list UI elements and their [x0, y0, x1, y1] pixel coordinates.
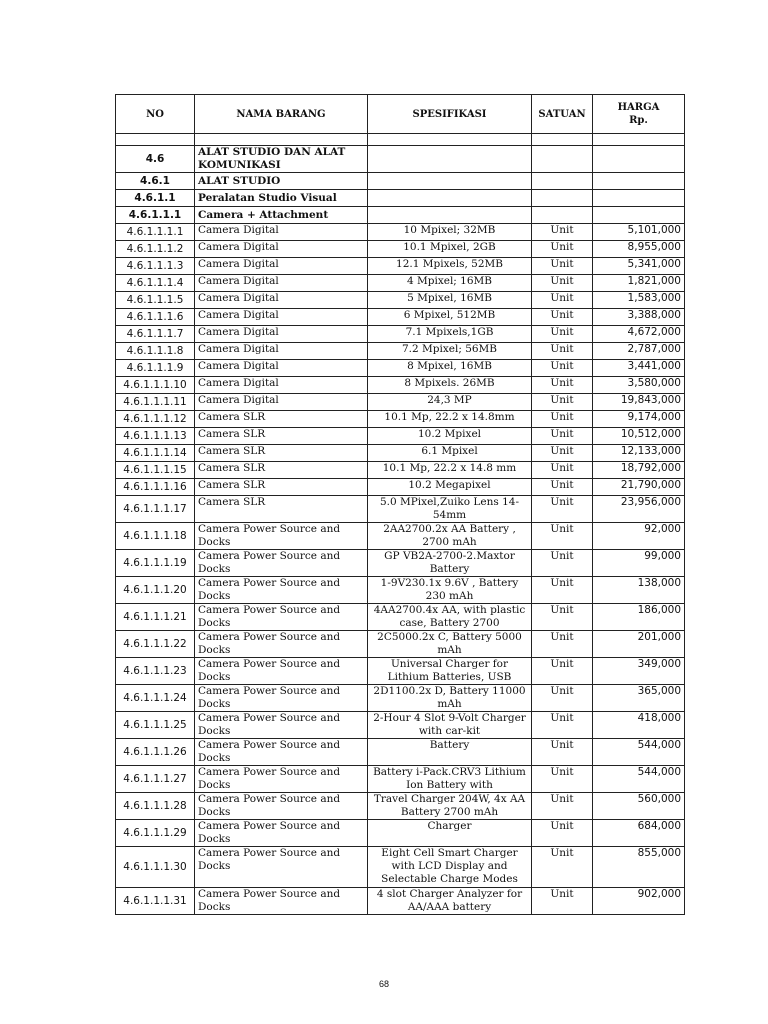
item-price: 23,956,000: [593, 496, 685, 523]
table-row: [116, 631, 685, 658]
item-spec: 2C5000.2x C, Battery 5000 mAh: [368, 631, 532, 658]
item-name: Camera SLR: [195, 479, 368, 496]
section-title: ALAT STUDIO DAN ALAT KOMUNIKASI: [195, 146, 368, 173]
item-spec: 10.1 Mp, 22.2 x 14.8mm: [368, 411, 532, 428]
item-unit: Unit: [532, 224, 593, 241]
header-satuan: SATUAN: [532, 95, 593, 134]
section-empty-unit: [532, 146, 593, 173]
item-price: 99,000: [593, 550, 685, 577]
item-price: 365,000: [593, 685, 685, 712]
item-unit: Unit: [532, 847, 593, 888]
table-row: [116, 377, 685, 394]
item-price: 684,000: [593, 820, 685, 847]
item-spec: 2AA2700.2x AA Battery , 2700 mAh: [368, 523, 532, 550]
item-price: 21,790,000: [593, 479, 685, 496]
item-number: 4.6.1.1.1.11: [116, 394, 195, 411]
item-spec: 5 Mpixel, 16MB: [368, 292, 532, 309]
section-empty-spec: [368, 173, 532, 190]
table-row: [116, 411, 685, 428]
item-spec: 10.1 Mpixel, 2GB: [368, 241, 532, 258]
item-price: 8,955,000: [593, 241, 685, 258]
item-spec: Travel Charger 204W, 4x AA Battery 2700 mAh: [368, 793, 532, 820]
item-price: 19,843,000: [593, 394, 685, 411]
table-row: [116, 360, 685, 377]
item-name: Camera SLR: [195, 496, 368, 523]
item-spec: GP VB2A-2700-2.Maxtor Battery: [368, 550, 532, 577]
item-price: 2,787,000: [593, 343, 685, 360]
section-title: ALAT STUDIO: [195, 173, 368, 190]
table-row: [116, 685, 685, 712]
item-price: 10,512,000: [593, 428, 685, 445]
header-harga-label: HARGA: [617, 102, 660, 113]
item-unit: Unit: [532, 360, 593, 377]
page-number: 68: [378, 979, 389, 989]
section-empty-price: [593, 146, 685, 173]
table-row: [116, 275, 685, 292]
item-unit: Unit: [532, 377, 593, 394]
table-row: [116, 258, 685, 275]
item-price: 3,441,000: [593, 360, 685, 377]
item-name: Camera Digital: [195, 258, 368, 275]
item-price: 9,174,000: [593, 411, 685, 428]
item-price: 18,792,000: [593, 462, 685, 479]
item-name: Camera Power Source and Docks: [195, 631, 368, 658]
item-unit: Unit: [532, 523, 593, 550]
table-row: [116, 479, 685, 496]
item-price: 5,101,000: [593, 224, 685, 241]
item-spec: Battery: [368, 739, 532, 766]
table-row: [116, 445, 685, 462]
item-unit: Unit: [532, 394, 593, 411]
item-number: 4.6.1.1.1.2: [116, 241, 195, 258]
table-row: [116, 428, 685, 445]
item-number: 4.6.1.1.1.3: [116, 258, 195, 275]
item-name: Camera Digital: [195, 326, 368, 343]
item-number: 4.6.1.1.1.4: [116, 275, 195, 292]
item-number: 4.6.1.1.1.18: [116, 523, 195, 550]
item-spec: 10.2 Megapixel: [368, 479, 532, 496]
item-price: 418,000: [593, 712, 685, 739]
table-row: [116, 309, 685, 326]
item-unit: Unit: [532, 604, 593, 631]
item-number: 4.6.1.1.1.20: [116, 577, 195, 604]
item-number: 4.6.1.1.1.29: [116, 820, 195, 847]
item-unit: Unit: [532, 577, 593, 604]
item-spec: 2D1100.2x D, Battery 11000 mAh: [368, 685, 532, 712]
item-name: Camera Power Source and Docks: [195, 577, 368, 604]
section-number: 4.6.1: [116, 173, 195, 190]
item-spec: 10.1 Mp, 22.2 x 14.8 mm: [368, 462, 532, 479]
item-name: Camera Digital: [195, 309, 368, 326]
item-name: Camera Digital: [195, 224, 368, 241]
item-number: 4.6.1.1.1.25: [116, 712, 195, 739]
item-number: 4.6.1.1.1.12: [116, 411, 195, 428]
item-number: 4.6.1.1.1.21: [116, 604, 195, 631]
item-unit: Unit: [532, 685, 593, 712]
item-name: Camera Power Source and Docks: [195, 847, 368, 888]
table-row: [116, 793, 685, 820]
item-price: 3,388,000: [593, 309, 685, 326]
item-number: 4.6.1.1.1.13: [116, 428, 195, 445]
item-name: Camera Digital: [195, 292, 368, 309]
item-name: Camera Power Source and Docks: [195, 550, 368, 577]
table-row: [116, 739, 685, 766]
item-spec: 12.1 Mpixels, 52MB: [368, 258, 532, 275]
table-row: [116, 292, 685, 309]
item-unit: Unit: [532, 820, 593, 847]
section-row: [116, 207, 685, 224]
item-name: Camera Digital: [195, 394, 368, 411]
item-unit: Unit: [532, 241, 593, 258]
item-price: 92,000: [593, 523, 685, 550]
item-unit: Unit: [532, 793, 593, 820]
item-number: 4.6.1.1.1.22: [116, 631, 195, 658]
header-harga: [593, 95, 685, 134]
item-name: Camera Power Source and Docks: [195, 766, 368, 793]
table-row: [116, 888, 685, 915]
item-price: 5,341,000: [593, 258, 685, 275]
item-spec: 10 Mpixel; 32MB: [368, 224, 532, 241]
section-row: [116, 173, 685, 190]
item-price: 186,000: [593, 604, 685, 631]
item-number: 4.6.1.1.1.1: [116, 224, 195, 241]
item-name: Camera SLR: [195, 428, 368, 445]
item-spec: 4AA2700.4x AA, with plastic case, Battery 2700: [368, 604, 532, 631]
table-row: [116, 766, 685, 793]
table-body: [116, 134, 685, 915]
item-name: Camera Digital: [195, 377, 368, 394]
section-row: [116, 190, 685, 207]
table-header-row: [116, 95, 685, 134]
item-number: 4.6.1.1.1.10: [116, 377, 195, 394]
item-spec: 7.1 Mpixels,1GB: [368, 326, 532, 343]
item-number: 4.6.1.1.1.28: [116, 793, 195, 820]
section-empty-unit: [532, 207, 593, 224]
table-row: [116, 820, 685, 847]
section-empty-unit: [532, 190, 593, 207]
item-spec: 8 Mpixels. 26MB: [368, 377, 532, 394]
table-row: [116, 550, 685, 577]
item-price: 855,000: [593, 847, 685, 888]
section-row: [116, 146, 685, 173]
item-name: Camera Power Source and Docks: [195, 793, 368, 820]
section-empty-spec: [368, 207, 532, 224]
item-name: Camera Digital: [195, 241, 368, 258]
price-list-table: [115, 94, 685, 915]
item-spec: Eight Cell Smart Charger with LCD Display and Selectable Charge Modes: [368, 847, 532, 888]
item-number: 4.6.1.1.1.24: [116, 685, 195, 712]
item-name: Camera Power Source and Docks: [195, 888, 368, 915]
item-name: Camera Digital: [195, 343, 368, 360]
item-name: Camera Power Source and Docks: [195, 685, 368, 712]
item-price: 1,583,000: [593, 292, 685, 309]
table-row: [116, 577, 685, 604]
item-spec: 24,3 MP: [368, 394, 532, 411]
header-harga-unit: Rp.: [629, 115, 648, 126]
item-number: 4.6.1.1.1.15: [116, 462, 195, 479]
item-unit: Unit: [532, 343, 593, 360]
section-empty-spec: [368, 190, 532, 207]
item-spec: 4 Mpixel; 16MB: [368, 275, 532, 292]
item-price: 544,000: [593, 739, 685, 766]
item-unit: Unit: [532, 326, 593, 343]
item-spec: 5.0 MPixel,Zuiko Lens 14-54mm: [368, 496, 532, 523]
item-price: 4,672,000: [593, 326, 685, 343]
item-unit: Unit: [532, 888, 593, 915]
item-spec: Battery i-Pack.CRV3 Lithium Ion Battery with: [368, 766, 532, 793]
item-price: 1,821,000: [593, 275, 685, 292]
item-price: 138,000: [593, 577, 685, 604]
item-unit: Unit: [532, 631, 593, 658]
section-number: 4.6: [116, 146, 195, 173]
item-number: 4.6.1.1.1.7: [116, 326, 195, 343]
item-spec: 8 Mpixel, 16MB: [368, 360, 532, 377]
item-number: 4.6.1.1.1.16: [116, 479, 195, 496]
item-name: Camera Power Source and Docks: [195, 712, 368, 739]
item-number: 4.6.1.1.1.31: [116, 888, 195, 915]
header-no: NO: [116, 95, 195, 134]
section-title: Peralatan Studio Visual: [195, 190, 368, 207]
item-number: 4.6.1.1.1.30: [116, 847, 195, 888]
item-unit: Unit: [532, 275, 593, 292]
item-price: 12,133,000: [593, 445, 685, 462]
item-spec: 4 slot Charger Analyzer for AA/AAA battery: [368, 888, 532, 915]
item-name: Camera SLR: [195, 411, 368, 428]
item-unit: Unit: [532, 292, 593, 309]
item-unit: Unit: [532, 766, 593, 793]
blank-row: [116, 134, 685, 146]
item-name: Camera Power Source and Docks: [195, 820, 368, 847]
item-spec: 6.1 Mpixel: [368, 445, 532, 462]
item-unit: Unit: [532, 739, 593, 766]
table-row: [116, 224, 685, 241]
item-price: 349,000: [593, 658, 685, 685]
item-unit: Unit: [532, 479, 593, 496]
item-unit: Unit: [532, 550, 593, 577]
table-row: [116, 326, 685, 343]
table-row: [116, 523, 685, 550]
item-number: 4.6.1.1.1.26: [116, 739, 195, 766]
item-price: 3,580,000: [593, 377, 685, 394]
item-number: 4.6.1.1.1.8: [116, 343, 195, 360]
section-number: 4.6.1.1.1: [116, 207, 195, 224]
section-title: Camera + Attachment: [195, 207, 368, 224]
section-number: 4.6.1.1: [116, 190, 195, 207]
table-row: [116, 241, 685, 258]
item-spec: Charger: [368, 820, 532, 847]
table-row: [116, 712, 685, 739]
section-empty-price: [593, 190, 685, 207]
header-spesifikasi: SPESIFIKASI: [368, 95, 532, 134]
item-name: Camera Power Source and Docks: [195, 523, 368, 550]
item-unit: Unit: [532, 496, 593, 523]
item-price: 201,000: [593, 631, 685, 658]
item-name: Camera Power Source and Docks: [195, 658, 368, 685]
item-unit: Unit: [532, 309, 593, 326]
table-row: [116, 394, 685, 411]
item-name: Camera SLR: [195, 462, 368, 479]
section-empty-spec: [368, 146, 532, 173]
item-unit: Unit: [532, 411, 593, 428]
item-number: 4.6.1.1.1.27: [116, 766, 195, 793]
item-number: 4.6.1.1.1.17: [116, 496, 195, 523]
item-number: 4.6.1.1.1.5: [116, 292, 195, 309]
item-number: 4.6.1.1.1.23: [116, 658, 195, 685]
item-number: 4.6.1.1.1.19: [116, 550, 195, 577]
item-name: Camera Power Source and Docks: [195, 604, 368, 631]
section-empty-price: [593, 173, 685, 190]
item-unit: Unit: [532, 712, 593, 739]
item-unit: Unit: [532, 428, 593, 445]
item-number: 4.6.1.1.1.9: [116, 360, 195, 377]
table-row: [116, 604, 685, 631]
section-empty-unit: [532, 173, 593, 190]
item-name: Camera SLR: [195, 445, 368, 462]
item-spec: 10.2 Mpixel: [368, 428, 532, 445]
item-unit: Unit: [532, 658, 593, 685]
item-spec: 7.2 Mpixel; 56MB: [368, 343, 532, 360]
item-spec: 2-Hour 4 Slot 9-Volt Charger with car-kit: [368, 712, 532, 739]
item-name: Camera Digital: [195, 275, 368, 292]
item-unit: Unit: [532, 462, 593, 479]
item-number: 4.6.1.1.1.6: [116, 309, 195, 326]
item-price: 902,000: [593, 888, 685, 915]
item-spec: 6 Mpixel, 512MB: [368, 309, 532, 326]
item-number: 4.6.1.1.1.14: [116, 445, 195, 462]
item-name: Camera Power Source and Docks: [195, 739, 368, 766]
item-unit: Unit: [532, 445, 593, 462]
header-nama-barang: NAMA BARANG: [195, 95, 368, 134]
item-spec: 1-9V230.1x 9.6V , Battery 230 mAh: [368, 577, 532, 604]
table-row: [116, 496, 685, 523]
item-unit: Unit: [532, 258, 593, 275]
item-spec: Universal Charger for Lithium Batteries, USB: [368, 658, 532, 685]
section-empty-price: [593, 207, 685, 224]
table-row: [116, 658, 685, 685]
item-price: 560,000: [593, 793, 685, 820]
table-row: [116, 462, 685, 479]
item-price: 544,000: [593, 766, 685, 793]
table-row: [116, 343, 685, 360]
item-name: Camera Digital: [195, 360, 368, 377]
table-row: [116, 847, 685, 888]
